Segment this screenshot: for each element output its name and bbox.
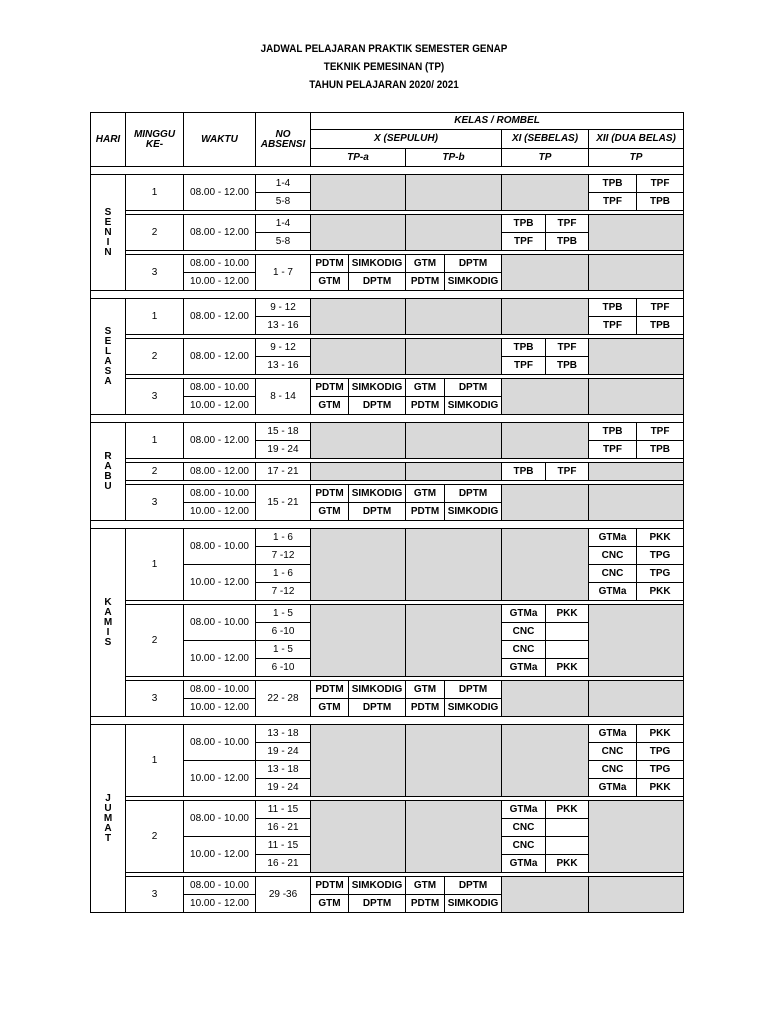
empty-cell xyxy=(502,877,589,913)
header-minggu: MINGGU KE- xyxy=(126,113,184,167)
day-letter: E xyxy=(104,335,112,347)
empty-cell xyxy=(502,725,589,797)
day-letter: A xyxy=(104,822,112,834)
empty-cell xyxy=(589,877,684,913)
subject-cell: TPF xyxy=(502,357,546,375)
empty-cell xyxy=(406,175,502,211)
time-cell: 08.00 - 10.00 xyxy=(184,605,256,641)
schedule-row xyxy=(91,681,684,699)
time-cell: 08.00 - 10.00 xyxy=(184,485,256,503)
empty-cell xyxy=(502,681,589,717)
header-kelas: KELAS / ROMBEL xyxy=(311,113,684,130)
time-cell: 08.00 - 10.00 xyxy=(184,877,256,895)
absen-cell: 29 -36 xyxy=(256,877,311,913)
header-tp-a: TP-a xyxy=(311,149,406,167)
week-number: 2 xyxy=(126,801,184,873)
absen-cell: 15 - 18 xyxy=(256,423,311,441)
absen-cell: 6 -10 xyxy=(256,623,311,641)
subject-cell: PKK xyxy=(637,725,684,743)
schedule-table xyxy=(90,112,684,913)
subject-cell: SIMKODIG xyxy=(349,485,406,503)
empty-cell xyxy=(502,423,589,459)
schedule-row xyxy=(91,423,684,441)
subject-cell: SIMKODIG xyxy=(445,273,502,291)
empty-cell xyxy=(589,255,684,291)
empty-cell xyxy=(406,529,502,601)
subject-cell: TPB xyxy=(546,357,589,375)
absen-cell: 11 - 15 xyxy=(256,801,311,819)
subject-cell: PKK xyxy=(546,855,589,873)
empty-cell xyxy=(406,801,502,873)
empty-cell xyxy=(406,215,502,251)
subject-cell: DPTM xyxy=(445,255,502,273)
header-tp-xii: TP xyxy=(589,149,684,167)
subject-cell: SIMKODIG xyxy=(445,699,502,717)
schedule-row xyxy=(91,215,684,233)
subject-cell: TPG xyxy=(637,565,684,583)
subject-cell: TPF xyxy=(637,299,684,317)
absen-cell: 9 - 12 xyxy=(256,299,311,317)
subject-cell: PDTM xyxy=(311,485,349,503)
subject-cell: TPB xyxy=(589,423,637,441)
subject-cell: GTM xyxy=(406,379,445,397)
subject-cell: PKK xyxy=(546,605,589,623)
subject-cell: GTMa xyxy=(502,605,546,623)
day-separator xyxy=(91,167,684,175)
time-cell: 08.00 - 12.00 xyxy=(184,215,256,251)
schedule-row xyxy=(91,175,684,193)
day-letter: S xyxy=(104,636,112,648)
header-kelas-x: X (SEPULUH) xyxy=(311,130,502,149)
time-cell: 10.00 - 12.00 xyxy=(184,565,256,601)
subject-cell: PDTM xyxy=(406,503,445,521)
schedule-row xyxy=(91,605,684,623)
empty-cell xyxy=(406,605,502,677)
absen-cell: 1 - 7 xyxy=(256,255,311,291)
day-letter: L xyxy=(104,345,112,357)
subject-cell: CNC xyxy=(502,819,546,837)
week-number: 2 xyxy=(126,339,184,375)
subject-cell: PDTM xyxy=(311,877,349,895)
header-kelas-xi: XI (SEBELAS) xyxy=(502,130,589,149)
time-cell: 08.00 - 10.00 xyxy=(184,681,256,699)
day-name-senin xyxy=(91,175,126,291)
day-separator xyxy=(91,291,684,299)
empty-cell xyxy=(502,529,589,601)
title-line-2: TEKNIK PEMESINAN (TP) xyxy=(323,61,445,73)
subject-cell: PKK xyxy=(546,801,589,819)
subject-cell: GTM xyxy=(311,273,349,291)
subject-cell: SIMKODIG xyxy=(445,503,502,521)
subject-cell: SIMKODIG xyxy=(445,895,502,913)
subject-cell: PDTM xyxy=(311,255,349,273)
day-letter: M xyxy=(103,616,113,628)
empty-cell xyxy=(589,605,684,677)
week-number: 3 xyxy=(126,379,184,415)
spacer-cell xyxy=(91,521,684,529)
week-number: 3 xyxy=(126,485,184,521)
empty-cell xyxy=(311,339,406,375)
schedule-row xyxy=(91,725,684,743)
subject-cell: TPG xyxy=(637,743,684,761)
empty-cell xyxy=(311,801,406,873)
time-cell: 08.00 - 12.00 xyxy=(184,339,256,375)
day-name-kamis xyxy=(91,529,126,717)
subject-cell: PDTM xyxy=(406,273,445,291)
subject-cell: GTM xyxy=(311,397,349,415)
title-line-1: JADWAL PELAJARAN PRAKTIK SEMESTER GENAP xyxy=(260,43,508,55)
empty-cell xyxy=(502,485,589,521)
day-letter: M xyxy=(103,812,113,824)
subject-cell: TPF xyxy=(589,193,637,211)
week-number: 3 xyxy=(126,255,184,291)
schedule-row xyxy=(91,529,684,547)
empty-cell xyxy=(311,605,406,677)
time-cell: 08.00 - 10.00 xyxy=(184,255,256,273)
spacer-cell xyxy=(91,717,684,725)
absen-cell: 1-4 xyxy=(256,215,311,233)
time-cell: 10.00 - 12.00 xyxy=(184,837,256,873)
absen-cell: 1 - 5 xyxy=(256,605,311,623)
absen-cell: 6 -10 xyxy=(256,659,311,677)
absen-cell: 5-8 xyxy=(256,233,311,251)
time-cell: 08.00 - 10.00 xyxy=(184,801,256,837)
document-title xyxy=(0,40,768,94)
empty-cell xyxy=(406,463,502,481)
day-letter: S xyxy=(104,365,112,377)
day-separator xyxy=(91,521,684,529)
spacer-cell xyxy=(91,167,684,175)
subject-cell: GTMa xyxy=(589,779,637,797)
subject-cell: TPF xyxy=(502,233,546,251)
day-letter: U xyxy=(104,802,112,814)
time-cell: 10.00 - 12.00 xyxy=(184,699,256,717)
absen-cell: 8 - 14 xyxy=(256,379,311,415)
subject-cell: CNC xyxy=(502,641,546,659)
subject-cell: TPB xyxy=(589,175,637,193)
absen-cell: 22 - 28 xyxy=(256,681,311,717)
subject-cell: TPB xyxy=(502,215,546,233)
subject-cell: PKK xyxy=(637,583,684,601)
subject-cell: CNC xyxy=(589,743,637,761)
schedule-row xyxy=(91,339,684,357)
absen-cell: 13 - 18 xyxy=(256,725,311,743)
header-tp-b: TP-b xyxy=(406,149,502,167)
subject-cell: PKK xyxy=(637,779,684,797)
day-letter: R xyxy=(104,450,112,462)
day-letter: K xyxy=(104,596,112,608)
empty-cell xyxy=(311,423,406,459)
subject-cell: GTM xyxy=(311,895,349,913)
subject-cell: PKK xyxy=(637,529,684,547)
subject-cell: TPF xyxy=(637,175,684,193)
week-number: 1 xyxy=(126,725,184,797)
day-letter: S xyxy=(104,325,112,337)
subject-cell: TPB xyxy=(637,193,684,211)
subject-cell: TPF xyxy=(546,215,589,233)
empty-cell xyxy=(406,725,502,797)
empty-cell xyxy=(311,725,406,797)
day-letter: B xyxy=(104,470,112,482)
empty-cell xyxy=(502,379,589,415)
time-cell: 10.00 - 12.00 xyxy=(184,761,256,797)
time-cell: 08.00 - 10.00 xyxy=(184,529,256,565)
day-letter: E xyxy=(104,216,112,228)
time-cell: 10.00 - 12.00 xyxy=(184,397,256,415)
subject-cell: GTMa xyxy=(589,725,637,743)
subject-cell: PDTM xyxy=(406,699,445,717)
header-kelas-xii: XII (DUA BELAS) xyxy=(589,130,684,149)
header-tp-xi: TP xyxy=(502,149,589,167)
schedule-row xyxy=(91,379,684,397)
absen-cell: 13 - 18 xyxy=(256,761,311,779)
subject-cell: GTM xyxy=(311,503,349,521)
day-letter: A xyxy=(104,460,112,472)
subject-cell: GTM xyxy=(406,877,445,895)
empty-cell xyxy=(589,463,684,481)
subject-cell: TPB xyxy=(502,339,546,357)
subject-cell: GTMa xyxy=(589,529,637,547)
subject-cell: GTMa xyxy=(589,583,637,601)
subject-cell xyxy=(546,623,589,641)
title-line-3: TAHUN PELAJARAN 2020/ 2021 xyxy=(309,79,459,91)
subject-cell: DPTM xyxy=(349,699,406,717)
absen-cell: 17 - 21 xyxy=(256,463,311,481)
day-name-rabu xyxy=(91,423,126,521)
subject-cell: GTMa xyxy=(502,801,546,819)
absen-cell: 1 - 5 xyxy=(256,641,311,659)
subject-cell: SIMKODIG xyxy=(349,681,406,699)
absen-cell: 13 - 16 xyxy=(256,317,311,335)
day-letter: N xyxy=(104,226,112,238)
time-cell: 08.00 - 12.00 xyxy=(184,423,256,459)
absen-cell: 11 - 15 xyxy=(256,837,311,855)
schedule-row xyxy=(91,485,684,503)
empty-cell xyxy=(589,485,684,521)
subject-cell: CNC xyxy=(589,547,637,565)
absen-cell: 15 - 21 xyxy=(256,485,311,521)
day-name-jumat xyxy=(91,725,126,913)
time-cell: 10.00 - 12.00 xyxy=(184,895,256,913)
empty-cell xyxy=(311,215,406,251)
empty-cell xyxy=(406,339,502,375)
header-waktu: WAKTU xyxy=(184,113,256,167)
day-letter: A xyxy=(104,375,112,387)
time-cell: 10.00 - 12.00 xyxy=(184,503,256,521)
header-hari: HARI xyxy=(91,113,126,167)
subject-cell: TPF xyxy=(637,423,684,441)
subject-cell: PDTM xyxy=(406,397,445,415)
day-letter: I xyxy=(106,626,110,638)
subject-cell: PDTM xyxy=(311,379,349,397)
empty-cell xyxy=(589,801,684,873)
day-letter: U xyxy=(104,480,112,492)
subject-cell: DPTM xyxy=(349,397,406,415)
subject-cell: GTM xyxy=(406,485,445,503)
day-letter: S xyxy=(104,206,112,218)
time-cell: 08.00 - 12.00 xyxy=(184,175,256,211)
subject-cell: GTMa xyxy=(502,659,546,677)
subject-cell xyxy=(546,837,589,855)
subject-cell: DPTM xyxy=(349,895,406,913)
schedule-row xyxy=(91,255,684,273)
day-separator xyxy=(91,415,684,423)
day-separator xyxy=(91,717,684,725)
subject-cell: TPF xyxy=(589,317,637,335)
absen-cell: 7 -12 xyxy=(256,583,311,601)
empty-cell xyxy=(311,299,406,335)
time-cell: 10.00 - 12.00 xyxy=(184,273,256,291)
subject-cell: SIMKODIG xyxy=(349,255,406,273)
day-letter: N xyxy=(104,246,112,258)
spacer-cell xyxy=(91,291,684,299)
subject-cell: PDTM xyxy=(311,681,349,699)
empty-cell xyxy=(311,529,406,601)
subject-cell xyxy=(546,641,589,659)
time-cell: 10.00 - 12.00 xyxy=(184,641,256,677)
subject-cell: GTM xyxy=(406,255,445,273)
schedule-body xyxy=(91,167,684,913)
day-letter: I xyxy=(106,236,110,248)
subject-cell: TPB xyxy=(637,441,684,459)
schedule-row xyxy=(91,463,684,481)
subject-cell: TPF xyxy=(546,339,589,357)
empty-cell xyxy=(502,299,589,335)
time-cell: 08.00 - 12.00 xyxy=(184,463,256,481)
subject-cell: CNC xyxy=(502,623,546,641)
absen-cell: 1-4 xyxy=(256,175,311,193)
subject-cell: GTM xyxy=(311,699,349,717)
absen-cell: 7 -12 xyxy=(256,547,311,565)
absen-cell: 16 - 21 xyxy=(256,855,311,873)
subject-cell: TPB xyxy=(637,317,684,335)
subject-cell: SIMKODIG xyxy=(349,877,406,895)
empty-cell xyxy=(502,175,589,211)
empty-cell xyxy=(311,463,406,481)
day-letter: A xyxy=(104,355,112,367)
subject-cell: SIMKODIG xyxy=(349,379,406,397)
week-number: 1 xyxy=(126,529,184,601)
week-number: 1 xyxy=(126,423,184,459)
subject-cell xyxy=(546,819,589,837)
schedule-row xyxy=(91,877,684,895)
spacer-cell xyxy=(91,415,684,423)
absen-cell: 13 - 16 xyxy=(256,357,311,375)
subject-cell: TPB xyxy=(589,299,637,317)
header-absensi: NO ABSENSI xyxy=(256,113,311,167)
empty-cell xyxy=(311,175,406,211)
day-letter: J xyxy=(105,792,111,804)
empty-cell xyxy=(589,339,684,375)
subject-cell: TPB xyxy=(502,463,546,481)
subject-cell: TPB xyxy=(546,233,589,251)
subject-cell: PKK xyxy=(546,659,589,677)
empty-cell xyxy=(589,215,684,251)
absen-cell: 19 - 24 xyxy=(256,441,311,459)
absen-cell: 19 - 24 xyxy=(256,779,311,797)
subject-cell: TPF xyxy=(589,441,637,459)
absen-cell: 1 - 6 xyxy=(256,529,311,547)
subject-cell: DPTM xyxy=(349,273,406,291)
subject-cell: CNC xyxy=(589,761,637,779)
subject-cell: DPTM xyxy=(445,681,502,699)
empty-cell xyxy=(502,255,589,291)
subject-cell: PDTM xyxy=(406,895,445,913)
day-letter: T xyxy=(104,832,112,844)
week-number: 1 xyxy=(126,299,184,335)
absen-cell: 1 - 6 xyxy=(256,565,311,583)
schedule-row xyxy=(91,299,684,317)
day-name-selasa xyxy=(91,299,126,415)
empty-cell xyxy=(406,299,502,335)
subject-cell: DPTM xyxy=(445,379,502,397)
subject-cell: TPG xyxy=(637,761,684,779)
absen-cell: 19 - 24 xyxy=(256,743,311,761)
absen-cell: 16 - 21 xyxy=(256,819,311,837)
subject-cell: DPTM xyxy=(349,503,406,521)
subject-cell: TPG xyxy=(637,547,684,565)
subject-cell: SIMKODIG xyxy=(445,397,502,415)
subject-cell: CNC xyxy=(502,837,546,855)
week-number: 2 xyxy=(126,605,184,677)
day-letter: A xyxy=(104,606,112,618)
subject-cell: GTMa xyxy=(502,855,546,873)
empty-cell xyxy=(589,681,684,717)
subject-cell: CNC xyxy=(589,565,637,583)
empty-cell xyxy=(406,423,502,459)
empty-cell xyxy=(589,379,684,415)
week-number: 3 xyxy=(126,681,184,717)
absen-cell: 9 - 12 xyxy=(256,339,311,357)
subject-cell: GTM xyxy=(406,681,445,699)
subject-cell: DPTM xyxy=(445,877,502,895)
week-number: 1 xyxy=(126,175,184,211)
schedule-row xyxy=(91,801,684,819)
time-cell: 08.00 - 12.00 xyxy=(184,299,256,335)
week-number: 2 xyxy=(126,215,184,251)
time-cell: 08.00 - 10.00 xyxy=(184,725,256,761)
time-cell: 08.00 - 10.00 xyxy=(184,379,256,397)
subject-cell: TPF xyxy=(546,463,589,481)
week-number: 3 xyxy=(126,877,184,913)
subject-cell: DPTM xyxy=(445,485,502,503)
absen-cell: 5-8 xyxy=(256,193,311,211)
week-number: 2 xyxy=(126,463,184,481)
